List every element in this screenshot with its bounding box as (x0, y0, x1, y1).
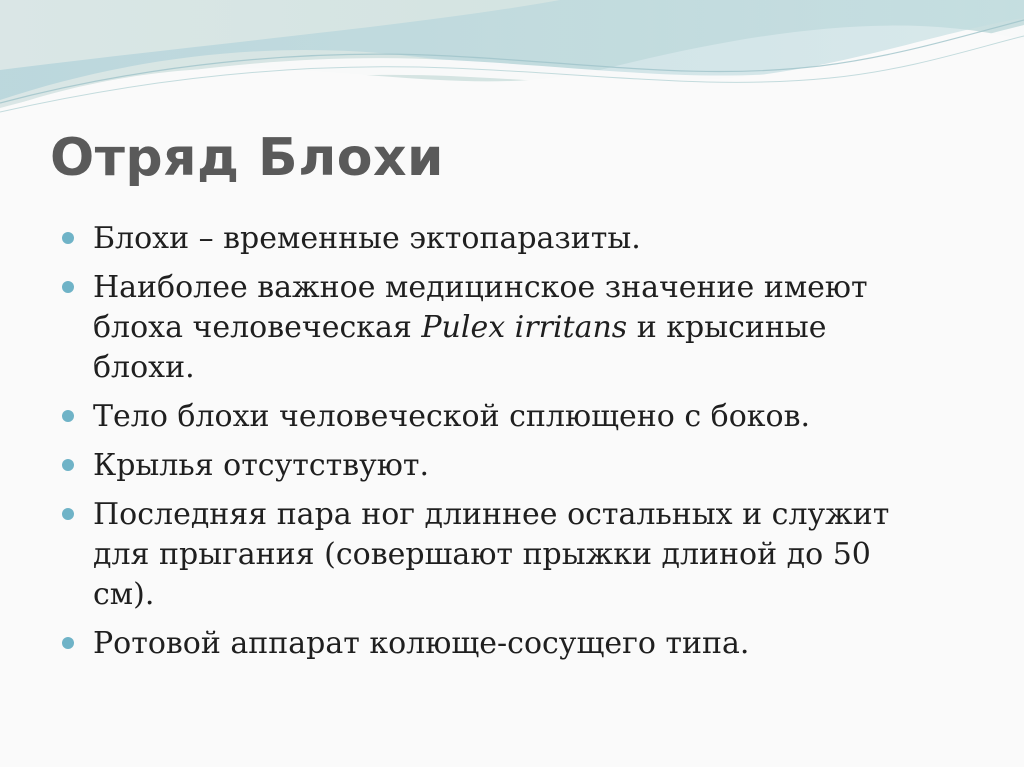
bullet-text-segment: блоха человеческая (93, 310, 422, 345)
bullet-item (62, 446, 962, 486)
decorative-wave-header (0, 0, 1024, 130)
bullet-dot-icon (62, 637, 74, 649)
bullet-item (62, 397, 962, 437)
species-name: Pulex irritans (421, 310, 628, 345)
bullet-dot-icon (62, 508, 74, 520)
bullet-item (62, 219, 962, 259)
bullet-text: Наиболее важное медицинское значение имеют (93, 270, 868, 305)
bullet-item (62, 624, 962, 664)
bullet-dot-icon (62, 410, 74, 422)
bullet-text: Последняя пара ног длиннее остальных и служит (93, 497, 890, 532)
bullet-text: Блохи – временные эктопаразиты. (93, 221, 641, 256)
bullet-dot-icon (62, 459, 74, 471)
bullet-text: см). (93, 577, 155, 612)
bullet-dot-icon (62, 281, 74, 293)
bullet-text: для прыгания (совершают прыжки длиной до 50 (93, 537, 871, 572)
bullet-text-line (93, 308, 962, 348)
bullet-text: Ротовой аппарат колюще-сосущего типа. (93, 626, 750, 661)
bullet-item (62, 268, 962, 388)
bullet-dot-icon (62, 232, 74, 244)
bullet-item (62, 495, 962, 615)
bullet-text-segment: и крысиные (627, 310, 827, 345)
slide-title: Отряд Блохи (50, 128, 444, 188)
bullet-text: блохи. (93, 350, 195, 385)
bullet-text: Крылья отсутствуют. (93, 448, 430, 483)
bullet-text: Тело блохи человеческой сплющено с боков. (93, 399, 811, 434)
bullet-list (62, 219, 962, 673)
